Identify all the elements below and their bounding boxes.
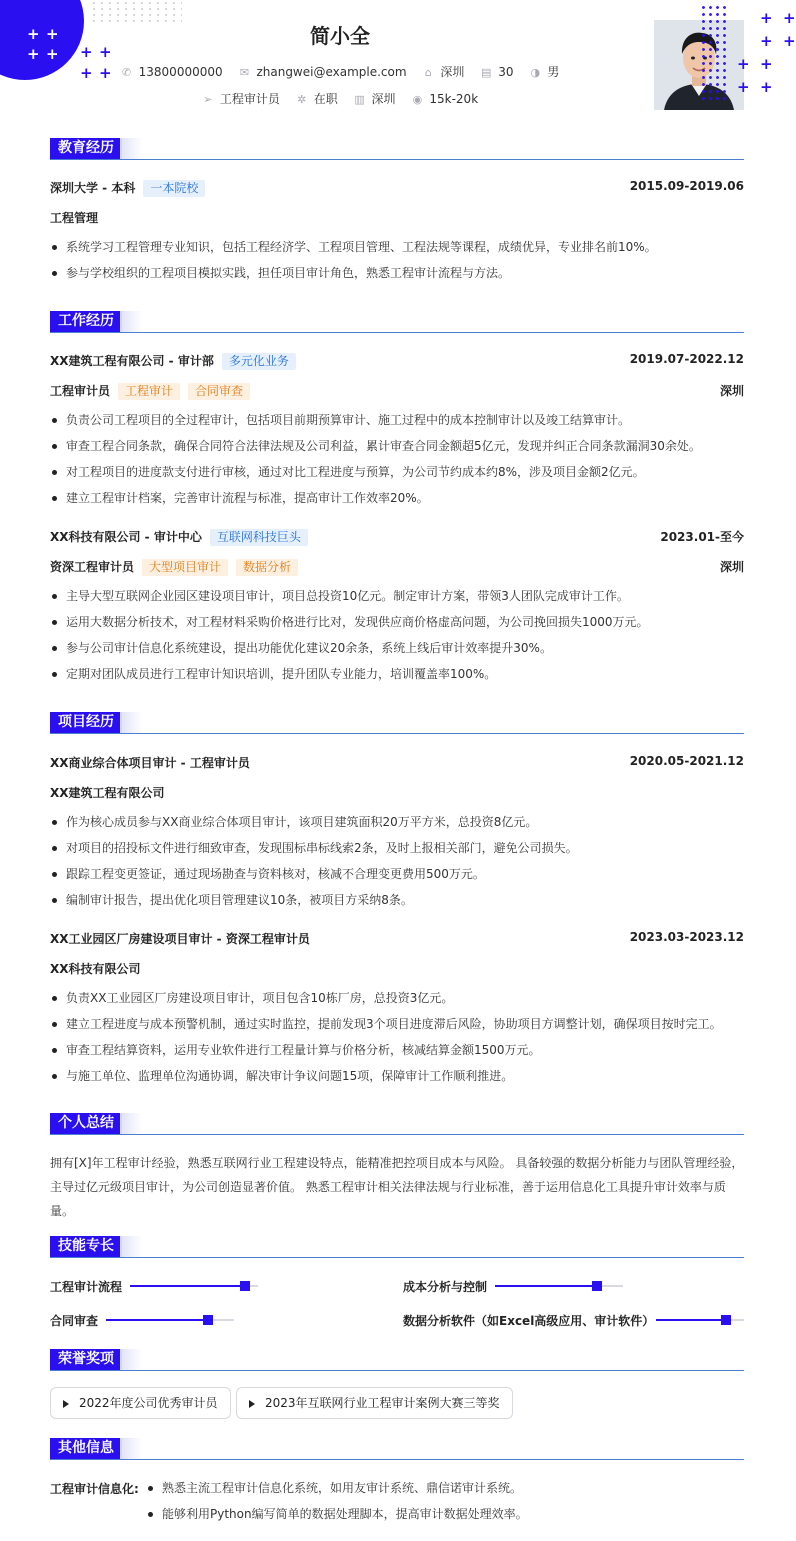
list-item: 参与学校组织的工程项目模拟实践，担任项目审计角色，熟悉工程审计流程与方法。 xyxy=(50,264,744,290)
projects-section xyxy=(50,712,744,1083)
section-title: 技能专长 xyxy=(50,1236,122,1257)
project-bullets xyxy=(50,989,744,1093)
phone-icon: ✆ xyxy=(122,66,132,79)
section-title: 项目经历 xyxy=(50,712,122,733)
section-header xyxy=(50,1236,744,1258)
education-section xyxy=(50,138,744,280)
skill-bar-fill xyxy=(656,1319,726,1321)
school-tag: 一本院校 xyxy=(143,180,205,197)
home-icon: ⌂ xyxy=(424,66,432,79)
phone-item: ✆ 13800000000 xyxy=(122,65,223,79)
skill-bar-knob xyxy=(592,1281,602,1291)
company-name: XX建筑工程有限公司 - 审计部 多元化业务 xyxy=(50,352,296,370)
plus-icon: + xyxy=(99,43,112,61)
section-title-fade xyxy=(120,138,142,159)
skill-bar xyxy=(106,1319,234,1321)
section-header xyxy=(50,138,744,160)
section-title: 个人总结 xyxy=(50,1113,122,1134)
position-item: ➢ 工程审计员 xyxy=(203,92,280,106)
skills-section xyxy=(50,1236,744,1328)
gender-icon: ◑ xyxy=(530,66,541,79)
section-header xyxy=(50,1349,744,1371)
company-tag: 多元化业务 xyxy=(222,353,296,370)
job-bullets xyxy=(50,411,744,515)
project-period: 2020.05-2021.12 xyxy=(629,754,744,768)
plus-icon: + xyxy=(783,32,796,50)
age-item: ▤ 30 xyxy=(481,65,514,79)
list-item: 作为核心成员参与XX商业综合体项目审计，该项目建筑面积20万平方米，总投资8亿元。 xyxy=(50,813,744,839)
skill-bar-fill xyxy=(495,1285,597,1287)
plus-icon: + xyxy=(760,32,773,50)
section-title-fade xyxy=(120,1113,142,1134)
list-item: 建立工程进度与成本预警机制，通过实时监控，提前发现3个项目进度滞后风险，协助项目方调整计划，确保项目按时完工。 xyxy=(50,1015,744,1041)
list-item: 跟踪工程变更签证，通过现场勘查与资料核对，核减不合理变更费用500万元。 xyxy=(50,865,744,891)
city-item: ⌂ 深圳 xyxy=(422,63,464,80)
plus-icon: + xyxy=(80,64,93,82)
other-bullets xyxy=(146,1479,744,1531)
school-name: 深圳大学 - 本科 一本院校 xyxy=(50,179,205,197)
other-label: 工程审计信息化: xyxy=(50,1482,139,1496)
job-intent-row xyxy=(0,90,680,107)
skill-bar xyxy=(130,1285,258,1287)
section-title-fade xyxy=(120,311,142,332)
summary-text xyxy=(50,1151,744,1223)
education-bullets xyxy=(50,238,744,290)
section-title: 荣誉奖项 xyxy=(50,1349,122,1370)
skill-name: 合同审查 xyxy=(50,1314,99,1328)
job-bullets xyxy=(50,587,744,691)
major: 工程管理 xyxy=(50,211,99,225)
salary-item: ◉ 15k-20k xyxy=(412,92,479,106)
list-item: 参与公司审计信息化系统建设，提出功能优化建议20余条，系统上线后审计效率提升30%。 xyxy=(50,639,744,665)
role-tag: 大型项目审计 xyxy=(142,559,228,576)
triangle-icon xyxy=(249,1400,255,1408)
contact-row xyxy=(0,63,680,80)
company-name: XX科技有限公司 - 审计中心 互联网科技巨头 xyxy=(50,528,308,546)
skill-bar-knob xyxy=(721,1315,731,1325)
list-item: 审查工程合同条款，确保合同符合法律法规及公司利益，累计审查合同金额超5亿元，发现并纠正合同条款漏洞30余处。 xyxy=(50,437,744,463)
skill-bar xyxy=(656,1319,744,1321)
section-title-fade xyxy=(120,1236,142,1257)
summary-line: 量。 xyxy=(50,1204,75,1218)
section-header xyxy=(50,1438,744,1460)
list-item: 对工程项目的进度款支付进行审核，通过对比工程进度与预算，为公司节约成本约8%，涉及项目金额2亿元。 xyxy=(50,463,744,489)
section-header xyxy=(50,712,744,734)
role-tag: 工程审计 xyxy=(118,383,180,400)
role-tag: 合同审查 xyxy=(188,383,250,400)
skill-name: 成本分析与控制 xyxy=(403,1280,488,1294)
summary-line: 拥有[X]年工程审计经验，熟悉互联网行业工程建设特点，能精准把控项目成本与风险。 具备较强的数据分析能力与团队管理经验， xyxy=(50,1156,744,1170)
list-item: 审查工程结算资料，运用专业软件进行工程量计算与价格分析，核减结算金额1500万元。 xyxy=(50,1041,744,1067)
award-item: 2022年度公司优秀审计员 xyxy=(50,1387,231,1419)
other-section xyxy=(50,1438,744,1521)
list-item: 建立工程审计档案，完善审计流程与标准，提高审计工作效率20%。 xyxy=(50,489,744,515)
section-title: 工作经历 xyxy=(50,311,122,332)
education-period: 2015.09-2019.06 xyxy=(629,179,744,193)
plus-icon: + xyxy=(760,78,773,96)
skill-bar-knob xyxy=(203,1315,213,1325)
company-tag: 互联网科技巨头 xyxy=(210,529,308,546)
plus-icon: + xyxy=(737,55,750,73)
section-title-fade xyxy=(120,712,142,733)
list-item: 系统学习工程管理专业知识，包括工程经济学、工程项目管理、工程法规等课程，成绩优异，专业排名前10%。 xyxy=(50,238,744,264)
section-header xyxy=(50,311,744,333)
list-item: 编制审计报告，提出优化项目管理建议10条，被项目方采纳8条。 xyxy=(50,891,744,917)
candidate-name: 简小全 xyxy=(310,24,370,48)
skill-bar-fill xyxy=(130,1285,245,1287)
job-period: 2023.01-至今 xyxy=(660,530,744,544)
plus-icon: + xyxy=(783,9,796,27)
project-period: 2023.03-2023.12 xyxy=(629,930,744,944)
plus-icon: + xyxy=(760,55,773,73)
triangle-icon xyxy=(63,1400,69,1408)
plus-icon: + xyxy=(27,45,40,63)
job-location: 深圳 xyxy=(719,384,744,398)
plus-icon: + xyxy=(737,78,750,96)
skill-name: 数据分析软件（如Excel高级应用、审计软件） xyxy=(403,1314,655,1328)
job-period: 2019.07-2022.12 xyxy=(629,352,744,366)
section-title-fade xyxy=(120,1438,142,1459)
plus-icon: + xyxy=(46,45,59,63)
plus-icon: + xyxy=(760,9,773,27)
summary-line: 主导过亿元级项目审计，为公司创造显著价值。 熟悉工程审计相关法律法规与行业标准，善于运用信息化工具提升审计效率与质 xyxy=(50,1180,726,1194)
job-location: 深圳 xyxy=(719,560,744,574)
skill-bar-fill xyxy=(106,1319,208,1321)
section-header xyxy=(50,1113,744,1135)
project-org: XX科技有限公司 xyxy=(50,962,141,976)
list-item: 运用大数据分析技术，对工程材料采购价格进行比对，发现供应商价格虚高问题，为公司挽回损失1000万元。 xyxy=(50,613,744,639)
avatar xyxy=(654,20,744,110)
skill-bar xyxy=(495,1285,623,1287)
project-title: XX商业综合体项目审计 - 工程审计员 xyxy=(50,756,250,770)
role-tag: 数据分析 xyxy=(236,559,298,576)
decorative-dot-grid xyxy=(700,4,730,100)
list-item: 定期对团队成员进行工程审计知识培训，提升团队专业能力，培训覆盖率100%。 xyxy=(50,665,744,691)
mail-icon: ✉ xyxy=(239,66,250,79)
project-title: XX工业园区厂房建设项目审计 - 资深工程审计员 xyxy=(50,932,310,946)
section-title: 教育经历 xyxy=(50,138,122,159)
skill-bar-knob xyxy=(240,1281,250,1291)
list-item: 熟悉主流工程审计信息化系统，如用友审计系统、鼎信诺审计系统。 xyxy=(146,1479,744,1505)
calendar-icon: ▤ xyxy=(481,66,492,79)
status-item: ✲ 在职 xyxy=(297,92,338,106)
list-item: 对项目的招投标文件进行细致审查，发现围标串标线索2条，及时上报相关部门，避免公司损失。 xyxy=(50,839,744,865)
awards-section xyxy=(50,1349,744,1410)
list-item: 与施工单位、监理单位沟通协调，解决审计争议问题15项，保障审计工作顺利推进。 xyxy=(50,1067,744,1093)
list-item: 能够利用Python编写简单的数据处理脚本，提高审计数据处理效率。 xyxy=(146,1505,744,1531)
list-item: 主导大型互联网企业园区建设项目审计，项目总投资10亿元。制定审计方案，带领3人团队完成审计工作。 xyxy=(50,587,744,613)
list-item: 负责公司工程项目的全过程审计，包括项目前期预算审计、施工过程中的成本控制审计以及竣工结算审计。 xyxy=(50,411,744,437)
email-item: ✉ zhangwei@example.com xyxy=(239,65,407,79)
plus-icon: + xyxy=(27,25,40,43)
summary-section xyxy=(50,1113,744,1218)
job-role: 工程审计员 工程审计 合同审查 xyxy=(50,382,250,400)
plus-icon: + xyxy=(80,43,93,61)
gender-item: ◑ 男 xyxy=(530,65,560,79)
work-section xyxy=(50,311,744,681)
award-item: 2023年互联网行业工程审计案例大赛三等奖 xyxy=(236,1387,513,1419)
coin-icon: ◉ xyxy=(412,93,423,106)
job-role: 资深工程审计员 大型项目审计 数据分析 xyxy=(50,558,298,576)
project-org: XX建筑工程有限公司 xyxy=(50,786,165,800)
work-city-item: ▥ 深圳 xyxy=(354,92,396,106)
project-bullets xyxy=(50,813,744,917)
building-icon: ▥ xyxy=(354,93,365,106)
plus-icon: + xyxy=(99,64,112,82)
plus-icon: + xyxy=(46,25,59,43)
send-icon: ➢ xyxy=(203,93,213,106)
section-title-fade xyxy=(120,1349,142,1370)
skill-name: 工程审计流程 xyxy=(50,1280,123,1294)
gear-icon: ✲ xyxy=(297,93,307,106)
list-item: 负责XX工业园区厂房建设项目审计，项目包含10栋厂房，总投资3亿元。 xyxy=(50,989,744,1015)
section-title: 其他信息 xyxy=(50,1438,122,1459)
